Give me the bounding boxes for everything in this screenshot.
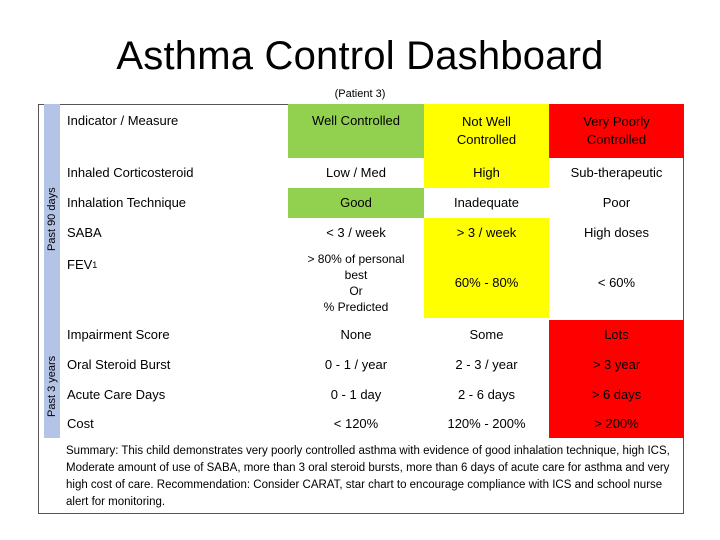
- cell-acute-care-very-poorly: > 6 days: [549, 380, 684, 410]
- cell-ics-not-well: High: [424, 158, 549, 188]
- cell-fev1-well: > 80% of personal best Or % Predicted: [307, 252, 405, 314]
- cell-fev1-not-well: 60% - 80%: [424, 248, 549, 318]
- cell-oral-steroid-not-well: 2 - 3 / year: [455, 357, 518, 372]
- cell-fev1-very-poorly: < 60%: [597, 275, 636, 290]
- table-row: [60, 350, 684, 380]
- header-very-poorly-controlled: Very Poorly Controlled: [549, 104, 684, 158]
- row-label-acute-care: Acute Care Days: [67, 387, 166, 402]
- cell-acute-care-well: 0 - 1 day: [330, 387, 382, 402]
- table-row: [60, 410, 684, 438]
- row-label-saba: SABA: [67, 225, 102, 240]
- cell-cost-well: < 120%: [333, 416, 379, 431]
- row-label-ics: Inhaled Corticosteroid: [67, 165, 194, 180]
- row-label-oral-steroid: Oral Steroid Burst: [67, 357, 171, 372]
- summary-text: Summary: This child demonstrates very poorly controlled asthma with evidence of good inhalation technique, high ICS, Moderate amount of use of SABA, more than 3 oral steroid bursts, more than 6 days of acute care for asthma and very high cost of care. Recommendation: Consider CARAT, star chart to encourage compliance with ICS and school nurse alert for monitoring.: [66, 445, 670, 508]
- table-header-row: [60, 104, 684, 158]
- cell-impairment-well: None: [340, 327, 372, 342]
- header-well-controlled: Well Controlled: [288, 104, 424, 158]
- cell-cost-very-poorly: > 200%: [549, 410, 684, 438]
- cell-saba-very-poorly: High doses: [583, 225, 650, 240]
- cell-cost-not-well: 120% - 200%: [447, 416, 526, 431]
- cell-technique-not-well: Inadequate: [453, 195, 520, 210]
- cell-saba-not-well: > 3 / week: [424, 218, 549, 248]
- cell-impairment-very-poorly: Lots: [549, 320, 684, 350]
- label-past-3-years: Past 3 years: [46, 355, 58, 417]
- table-row: [60, 380, 684, 410]
- row-label-impairment: Impairment Score: [67, 327, 170, 342]
- row-label-fev1: FEV 1: [67, 257, 98, 272]
- cell-ics-very-poorly: Sub-therapeutic: [570, 165, 663, 180]
- table-row: [60, 248, 684, 318]
- cell-oral-steroid-well: 0 - 1 / year: [324, 357, 388, 372]
- page-title: Asthma Control Dashboard: [116, 34, 604, 78]
- row-label-cost: Cost: [67, 416, 94, 431]
- cell-technique-well: Good: [288, 188, 424, 218]
- header-indicator: Indicator / Measure: [67, 113, 179, 128]
- table-row: [60, 320, 684, 350]
- row-label-technique: Inhalation Technique: [67, 195, 187, 210]
- cell-oral-steroid-very-poorly: > 3 year: [549, 350, 684, 380]
- table-row: [60, 188, 684, 218]
- header-not-well-controlled: Not Well Controlled: [424, 104, 549, 158]
- cell-technique-very-poorly: Poor: [602, 195, 631, 210]
- label-past-90-days: Past 90 days: [46, 187, 58, 251]
- table-row: [60, 158, 684, 188]
- cell-acute-care-not-well: 2 - 6 days: [457, 387, 516, 402]
- table-row: [60, 218, 684, 248]
- patient-label: (Patient 3): [334, 88, 386, 100]
- cell-saba-well: < 3 / week: [326, 225, 386, 240]
- cell-ics-well: Low / Med: [326, 165, 386, 180]
- cell-impairment-not-well: Some: [469, 327, 504, 342]
